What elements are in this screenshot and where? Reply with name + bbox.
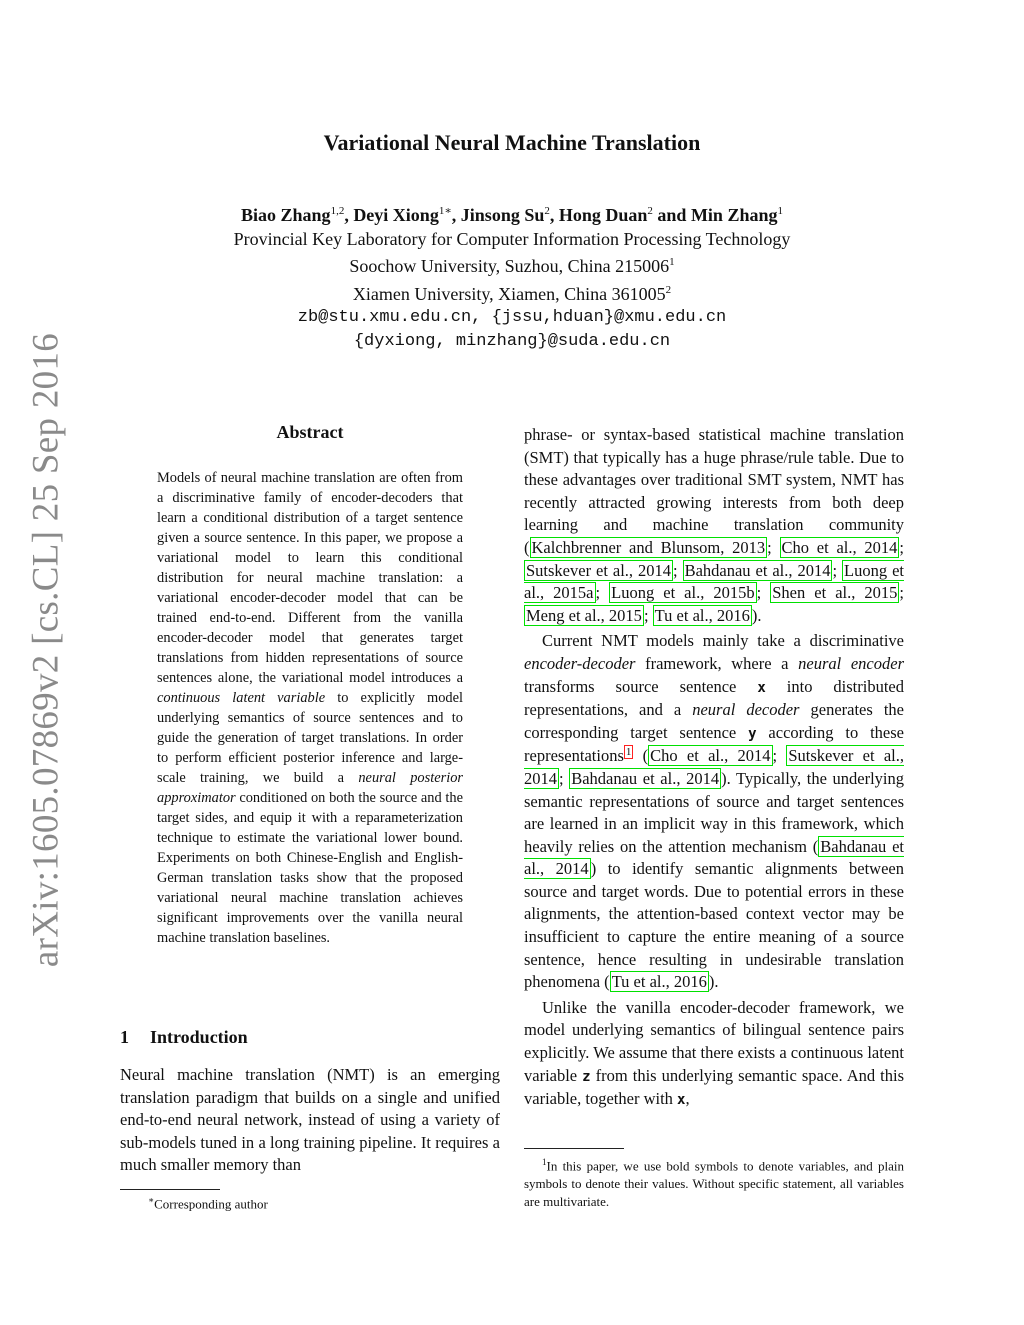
arxiv-sidebar: [25, 332, 67, 968]
citation-link[interactable]: Tu et al., 2016: [654, 605, 750, 625]
author-sup: 2: [647, 205, 653, 217]
paper-title: Variational Neural Machine Translation: [323, 130, 701, 155]
affiliation-3-text: Xiamen University, Xiamen, China 361005: [352, 283, 666, 304]
body-text: phrase- or syntax-based statistical machine translation (SMT) that typically has a huge phrase/rule table. Due to these advantages over traditional SMT system, NMT has recently attracted growing interests from both deep learning and machine translation community (: [524, 425, 904, 557]
body-text: ,: [685, 1089, 690, 1109]
author-sep: ,: [549, 205, 559, 225]
body-text: from this underlying semantic space. And this variable, together with: [524, 1065, 904, 1109]
body-text: into distributed representations, and a: [524, 676, 904, 720]
abstract-body: [157, 468, 463, 948]
abstract-text: to explicitly model underlying semantics of source sentences and to guide the generation of target translations. In order to perform efficient posterior inference and large-scale training, we build a: [157, 690, 463, 786]
author-sup: 1,2: [330, 205, 345, 217]
abstract-text: conditioned on both the source and the target sides, and equip it with a reparameterization technique to estimate the variational lower bound. Experiments on both Chinese-English and English-German translation tasks show that the proposed variational neural machine translation achieves significant improvements over the vanilla neural machine translation baselines.: [157, 790, 463, 946]
body-text: . Typically, the underlying semantic representations of source and target sentences are learned in an implicit way in this framework, which heavily relies on the attention mechanism (: [524, 768, 905, 856]
citation-link[interactable]: Bahdanau et al., 2014: [684, 560, 831, 580]
citation-link[interactable]: Bahdanau et al., 2014: [571, 768, 720, 788]
citation-link[interactable]: Cho et al., 2014: [650, 746, 771, 766]
footnote-text: Corresponding author: [154, 1196, 268, 1212]
footnote-corresponding: [148, 1191, 488, 1213]
citation-link[interactable]: Sutskever et al., 2014: [526, 560, 672, 580]
email-line-1: zb@stu.xmu.edu.cn, {jssu,hduan}@xmu.edu.cn: [297, 308, 727, 327]
author-name: Hong Duan: [558, 205, 648, 225]
math-variable: x: [757, 679, 766, 696]
affiliation-3: [0, 279, 1024, 307]
footnote-rule: [524, 1148, 624, 1149]
intro-paragraph: Neural machine translation (NMT) is an emerging translation paradigm that builds on a single and unified end-to-end neural network, instead of using a variety of sub-models tuned in a long training pipeline. It requires a much smaller memory than: [120, 1065, 500, 1175]
author-name: Jinsong Su: [460, 205, 545, 225]
footnote-mark: 1: [542, 1157, 547, 1167]
affiliation-2-sup: 1: [669, 256, 675, 268]
citation-link[interactable]: Sutskever et al., 2014: [524, 746, 904, 788]
author-sup: 1: [777, 205, 783, 217]
abstract-emphasis: continuous latent variable: [157, 690, 326, 706]
author-sep: and: [652, 205, 691, 225]
section-number: 1: [120, 1027, 129, 1047]
intro-column-right: [524, 424, 904, 1112]
body-text: generates the corresponding target sentence: [524, 700, 904, 742]
author-sep: ,: [344, 205, 354, 225]
author-sep: ,: [451, 205, 461, 225]
body-emphasis: encoder-decoder: [524, 653, 636, 673]
math-variable: z: [582, 1068, 591, 1085]
body-text: ).: [708, 972, 719, 992]
math-variable: x: [677, 1092, 686, 1109]
abstract-text: Models of neural machine translation are often from a discriminative family of encoder-decoders that learn a conditional distribution of a target sentence given a source sentence. In this paper, we propose a variational model to learn this conditional distribution for neural machine translation: a variational encoder-decoder model that can be trained end-to-end. Different from the vanilla encoder-decoder model that generates target translations from hidden representations of source sentences alone, the variational model introduces a: [157, 470, 463, 686]
author-list: [0, 200, 1024, 228]
intro-paragraph: [524, 997, 904, 1112]
citation-link[interactable]: Shen et al., 2015: [772, 583, 898, 603]
body-emphasis: neural decoder: [692, 700, 800, 720]
body-text: ) to identify semantic alignments between source and target words. Due to potential errors in these alignments, the attention-based context vector may be insufficient to capture the entire meaning of a source sentence, hence resulting in undesirable translation phenomena (: [524, 859, 904, 992]
author-sup: 2: [544, 205, 550, 217]
author-block: [0, 200, 1024, 353]
citation-link[interactable]: Meng et al., 2015: [526, 605, 642, 625]
footnote-1: [524, 1153, 904, 1211]
section-title: Introduction: [150, 1027, 248, 1047]
email-line-2: {dyxiong, minzhang}@suda.edu.cn: [353, 331, 671, 351]
author-name: Biao Zhang: [241, 205, 331, 225]
body-emphasis: neural encoder: [798, 653, 904, 673]
math-variable: y: [748, 725, 757, 742]
affiliation-2-text: Soochow University, Suzhou, China 215006: [349, 256, 670, 276]
footnote-rule: [120, 1189, 220, 1190]
footnote-mark: ∗: [148, 1195, 155, 1205]
intro-paragraph: Current NMT models mainly take a discriminative encoder-decoder framework, where a neural encoder transforms source sentence x into distributed representations, and a neural decoder generates the corresponding target sentence y according to these representations $^1$ ( Cho et al., 2014 ; Sutskever et al., 2014 ; Bahdanau et al., 2014 ). Typically, the underlying semantic representations of source and target sentences are learned in an implicit way in this framework, which heavily relies on the attention mechanism ( Bahdanau et al., 2014 ) to identify semantic alignments between source and target words. Due to potential errors in these alignments, the attention-based context vector may be insufficient to capture the entire meaning of a source sentence, hence resulting in undesirable translation phenomena ( Tu et al., 2016 ).: [524, 631, 905, 992]
affiliation-1: Provincial Key Laboratory for Computer Information Processing Technology: [233, 228, 791, 249]
arxiv-identifier: arXiv:1605.07869v2 [cs.CL] 25 Sep 2016: [25, 332, 67, 968]
body-text: according to these representations: [524, 722, 904, 766]
author-sup: 1∗: [438, 205, 452, 217]
footnote-link[interactable]: 1: [625, 745, 632, 758]
citation-link[interactable]: Tu et al., 2016: [611, 972, 707, 992]
abstract-heading: Abstract: [276, 422, 344, 442]
citation-link[interactable]: Kalchbrenner and Blunsom, 2013: [531, 537, 766, 557]
citation-link[interactable]: Cho et al., 2014: [781, 537, 898, 557]
body-text: Current NMT models mainly take a discriminative: [542, 631, 904, 651]
intro-paragraph: phrase- or syntax-based statistical machine translation (SMT) that typically has a huge phrase/rule table. Due to these advantages over traditional SMT system, NMT has recently attracted growing interests from both deep learning and machine translation community ( Kalchbrenner and Blunsom, 2013 ; Cho et al., 2014 ; Sutskever et al., 2014 ; Bahdanau et al., 2014 ; Luong et al., 2015a ; Luong et al., 2015b ; Shen et al., 2015 ; Meng et al., 2015 ; Tu et al., 2016 ).: [524, 425, 904, 625]
citation-link[interactable]: Bahdanau et al., 2014: [524, 836, 905, 879]
body-text: Unlike the vanilla encoder-decoder framework, we model underlying semantics of bilingual sentence pairs explicitly. We assume that there exists a continuous latent variable: [524, 997, 904, 1085]
footnote-text: In this paper, we use bold symbols to denote variables, and plain symbols to denote their values. Without specific statement, all variables are multivariate.: [524, 1158, 904, 1210]
abstract-paragraph: [157, 468, 463, 948]
abstract-emphasis: neural posterior approximator: [157, 770, 463, 806]
affiliation-3-sup: 2: [665, 283, 672, 296]
citation-link[interactable]: Luong et al., 2015b: [611, 583, 755, 603]
affiliation-2: [0, 251, 1024, 279]
body-text: transforms source sentence: [524, 676, 758, 696]
author-name: Min Zhang: [690, 205, 778, 225]
author-name: Deyi Xiong: [353, 205, 439, 225]
section-heading-introduction: [120, 1027, 248, 1048]
intro-column-left: [120, 1064, 500, 1177]
body-text: framework, where a: [635, 653, 799, 673]
citation-link[interactable]: Luong et al., 2015a: [524, 560, 904, 603]
